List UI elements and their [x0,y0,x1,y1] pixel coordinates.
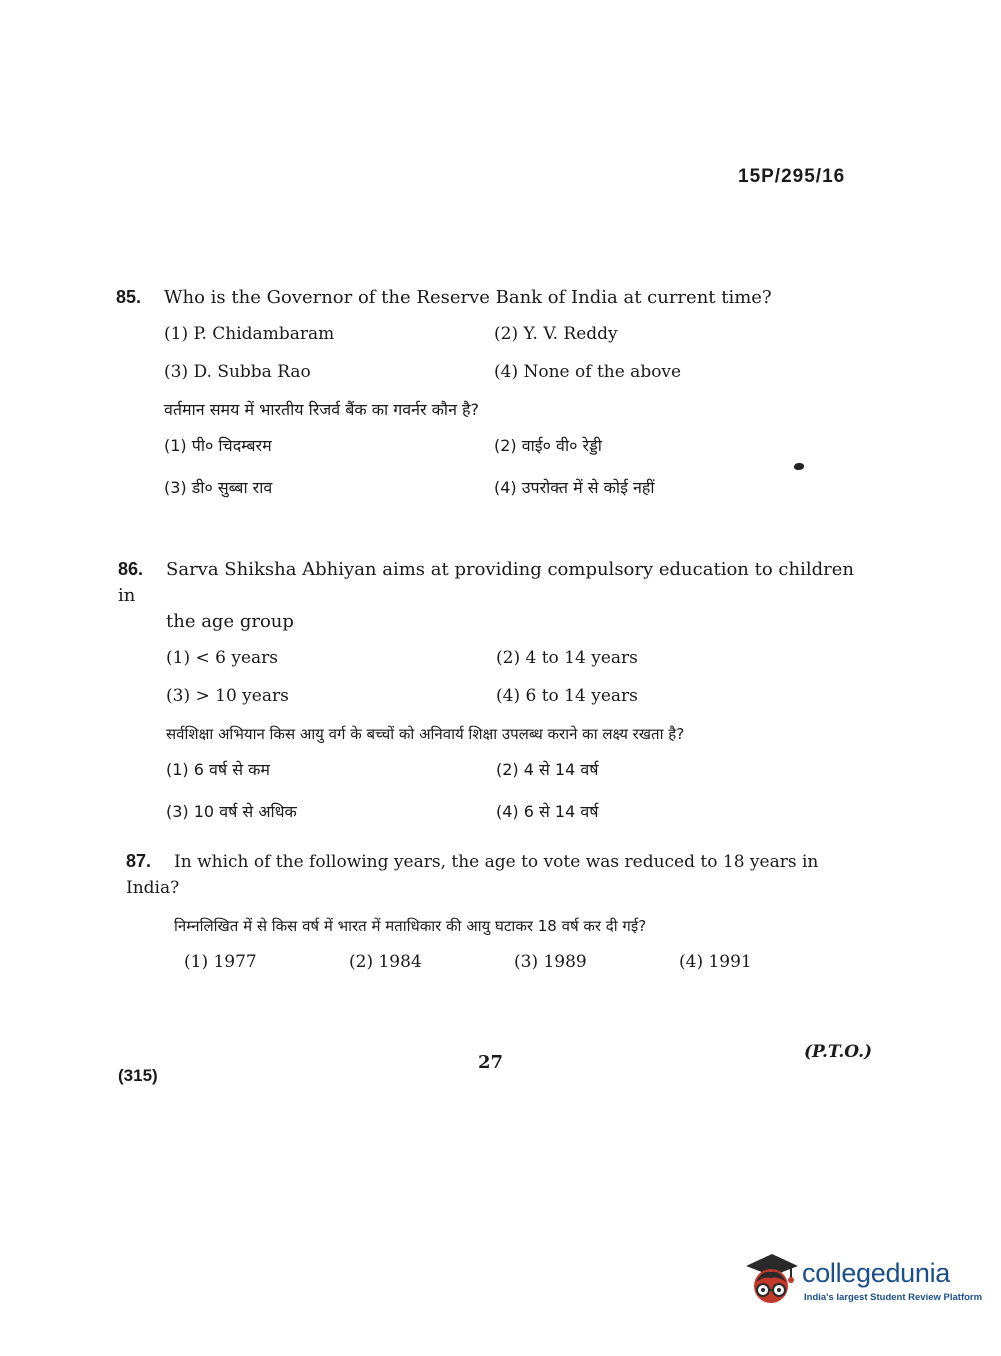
option-2-hindi: (2) 4 से 14 वर्ष [496,760,599,779]
question-text: Who is the Governor of the Reserve Bank of India at current time? [164,287,772,308]
option-3: (3) 1989 [514,952,587,972]
question-86 [118,556,863,825]
option-2-hindi: (2) वाई० वी० रेड्डी [494,436,602,455]
option-1: (1) 1977 [184,952,257,972]
footer-code: (315) [118,1066,158,1085]
option-4: (4) None of the above [494,362,682,382]
question-text-continued: the age group [166,611,294,632]
question-number: 87. [126,851,152,871]
option-4: (4) 1991 [679,952,752,972]
question-85 [116,284,876,501]
option-4-hindi: (4) उपरोक्त में से कोई नहीं [494,478,655,497]
ink-spot [794,463,804,470]
question-text-hindi: निम्नलिखित में से किस वर्ष में भारत में मताधिकार की आयु घटाकर 18 वर्ष कर दी गई? [174,917,647,935]
question-text: In which of the following years, the age to vote was reduced to 18 years in India? [126,852,819,898]
option-1-hindi: (1) 6 वर्ष से कम [166,760,271,779]
option-3-hindi: (3) 10 वर्ष से अधिक [166,802,297,821]
question-87 [126,848,871,975]
option-4: (4) 6 to 14 years [496,686,638,706]
brand-name: collegedunia [802,1258,951,1288]
collegedunia-watermark [742,1252,983,1314]
question-text: Sarva Shiksha Abhiyan aims at providing compulsory education to children in [118,559,854,606]
option-1: (1) < 6 years [166,648,279,668]
options [184,949,871,975]
option-2: (2) 1984 [349,952,422,972]
options [164,321,876,385]
options-hindi [164,433,876,501]
option-3: (3) > 10 years [166,686,289,706]
paper-code: 15P/295/16 [738,166,846,187]
options [166,645,863,709]
option-2: (2) 4 to 14 years [496,648,638,668]
question-number: 85. [116,287,142,307]
page-number: 27 [478,1052,504,1073]
option-4-hindi: (4) 6 से 14 वर्ष [496,802,599,821]
question-text-hindi: सर्वशिक्षा अभियान किस आयु वर्ग के बच्चों को अनिवार्य शिक्षा उपलब्ध कराने का लक्ष्य रखता है? [166,725,685,743]
option-1-hindi: (1) पी० चिदम्बरम [164,436,272,455]
brand-tagline: India's largest Student Review Platform [804,1292,983,1303]
question-number: 86. [118,559,144,579]
option-3-hindi: (3) डी० सुब्बा राव [164,478,273,497]
option-2: (2) Y. V. Reddy [494,324,618,344]
option-3: (3) D. Subba Rao [164,362,311,382]
options-hindi [166,757,863,825]
question-text-hindi: वर्तमान समय में भारतीय रिजर्व बैंक का गवर्नर कौन है? [164,400,480,419]
collegedunia-logo-icon [742,1252,800,1312]
option-1: (1) P. Chidambaram [164,324,335,344]
pto-label: (P.T.O.) [804,1042,873,1062]
